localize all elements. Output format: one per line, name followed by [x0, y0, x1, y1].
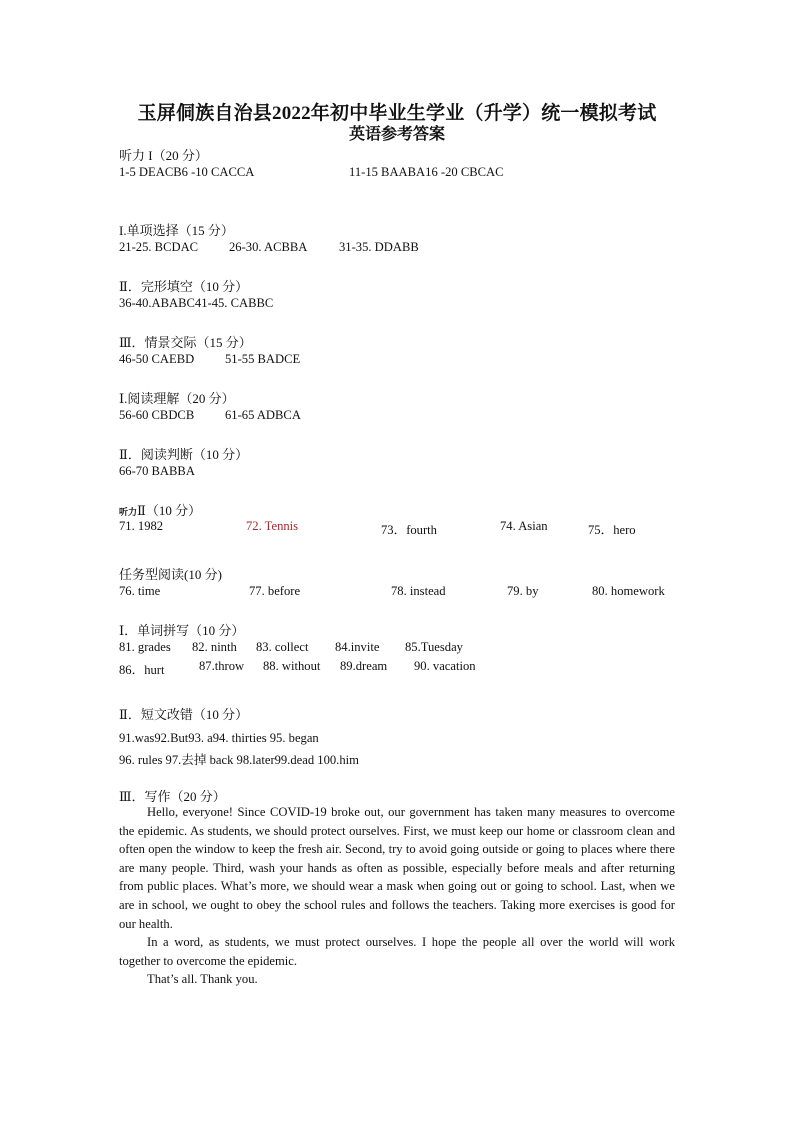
- answers-91-95: 91.was92.But93. a94. thirties 95. began: [119, 731, 319, 745]
- answers-1-10: 1-5 DEACB6 -10 CACCA: [119, 165, 255, 179]
- answer-78: 78. instead: [391, 584, 446, 598]
- answers-31-35: 31-35. DDABB: [339, 240, 419, 254]
- answer-86: 86．hurt: [119, 663, 165, 677]
- section-heading-writing: Ⅲ．写作（20 分）: [119, 789, 226, 804]
- section-heading-single-choice: I.单项选择（15 分）: [119, 223, 234, 238]
- essay-paragraph-2: In a word, as students, we must protect ourselves. I hope the people all over the world will work together to overcome the epidemic.: [119, 935, 675, 968]
- answers-11-20: 11-15 BAABA16 -20 CBCAC: [349, 165, 504, 179]
- answers-96-100: 96. rules 97.去掉 back 98.later99.dead 100.him: [119, 753, 359, 767]
- document-subtitle: 英语参考答案: [348, 126, 445, 143]
- answer-79: 79. by: [507, 584, 539, 598]
- answer-84: 84.invite: [335, 640, 380, 654]
- answers-51-55: 51-55 BADCE: [225, 352, 301, 366]
- answer-83: 83. collect: [256, 640, 309, 654]
- section-heading-reading: Ⅰ.阅读理解（20 分）: [119, 391, 235, 406]
- answers-21-25: 21-25. BCDAC: [119, 240, 199, 254]
- answer-88: 88. without: [263, 659, 321, 673]
- answer-73: 73．fourth: [381, 523, 437, 537]
- section-heading-situational: Ⅲ．情景交际（15 分）: [119, 335, 252, 350]
- section-heading-listening-1: 听力 I（20 分）: [119, 148, 208, 163]
- answer-82: 82. ninth: [192, 640, 237, 654]
- answer-85: 85.Tuesday: [405, 640, 463, 654]
- answer-90: 90. vacation: [414, 659, 476, 673]
- answer-77: 77. before: [249, 584, 301, 598]
- answers-56-60: 56-60 CBDCB: [119, 408, 195, 422]
- document-title: 玉屏侗族自治县2022年初中毕业生学业（升学）统一模拟考试: [137, 103, 657, 124]
- answers-46-50: 46-50 CAEBD: [119, 352, 195, 366]
- essay-paragraph-1: Hello, everyone! Since COVID-19 broke out, our government has taken many measures to overcome the epidemic. As students, we should protect ourselves. First, we must keep our home or classroom clean and often open the window to keep the fresh air. Second, try to avoid going outside or going to places where there are many people. Third, wash your hands as often as possible, especially before meals and after returning from public places. What’s more, we should wear a mask when going out or going to school. Last, when we are in school, we ought to obey the school rules and follows the teachers. Taking more exercises is good for our health.: [119, 805, 675, 931]
- answers-61-65: 61-65 ADBCA: [225, 408, 301, 422]
- answer-81: 81. grades: [119, 640, 171, 654]
- section-heading-spelling: Ⅰ．单词拼写（10 分）: [119, 623, 245, 638]
- answer-76: 76. time: [119, 584, 161, 598]
- section-heading-cloze: Ⅱ．完形填空（10 分）: [119, 279, 249, 294]
- answer-71: 71. 1982: [119, 519, 164, 533]
- heading-rest: Ⅱ（10 分）: [137, 503, 202, 518]
- answers-36-45: 36-40.ABABC41-45. CABBC: [119, 296, 274, 310]
- section-heading-task-reading: 任务型阅读(10 分): [119, 567, 222, 582]
- heading-prefix: 听力: [119, 507, 138, 517]
- section-heading-judgement: Ⅱ．阅读判断（10 分）: [119, 447, 249, 462]
- answer-74: 74. Asian: [500, 519, 548, 533]
- answers-66-70: 66-70 BABBA: [119, 464, 195, 478]
- answer-89: 89.dream: [340, 659, 388, 673]
- answers-26-30: 26-30. ACBBA: [229, 240, 308, 254]
- answer-72: 72. Tennis: [246, 519, 299, 533]
- section-heading-correction: Ⅱ．短文改错（10 分）: [119, 707, 249, 722]
- essay-paragraph-3: That’s all. Thank you.: [147, 972, 258, 987]
- model-essay: [119, 803, 675, 989]
- section-heading-listening-2: [119, 500, 201, 519]
- answer-75: 75．hero: [588, 523, 636, 537]
- answer-87: 87.throw: [199, 659, 245, 673]
- answer-80: 80. homework: [592, 584, 665, 598]
